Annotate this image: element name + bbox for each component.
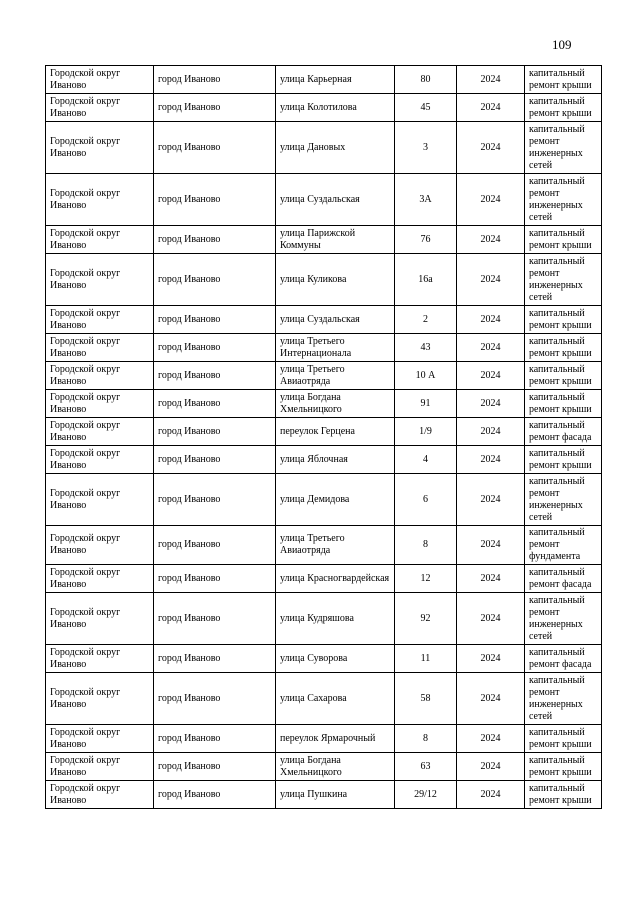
city-cell: город Иваново [154, 645, 276, 673]
city-cell: город Иваново [154, 725, 276, 753]
street-cell: улица Суворова [276, 645, 395, 673]
year-cell: 2024 [457, 418, 525, 446]
city-cell: город Иваново [154, 593, 276, 645]
year-cell: 2024 [457, 306, 525, 334]
okrug-cell: Городской округ Иваново [46, 753, 154, 781]
okrug-cell: Городской округ Иваново [46, 226, 154, 254]
city-cell: город Иваново [154, 753, 276, 781]
okrug-cell: Городской округ Иваново [46, 334, 154, 362]
house-number-cell: 6 [395, 474, 457, 526]
street-cell: улица Суздальская [276, 174, 395, 226]
year-cell: 2024 [457, 66, 525, 94]
table-row [46, 446, 602, 474]
city-cell: город Иваново [154, 66, 276, 94]
table-row [46, 66, 602, 94]
year-cell: 2024 [457, 174, 525, 226]
year-cell: 2024 [457, 753, 525, 781]
house-number-cell: 3А [395, 174, 457, 226]
work-type-cell: капитальный ремонт крыши [525, 753, 602, 781]
page-number: 109 [552, 37, 572, 52]
street-cell: улица Карьерная [276, 66, 395, 94]
table-row [46, 174, 602, 226]
year-cell: 2024 [457, 781, 525, 809]
work-type-cell: капитальный ремонт крыши [525, 66, 602, 94]
okrug-cell: Городской округ Иваново [46, 446, 154, 474]
work-type-cell: капитальный ремонт фасада [525, 418, 602, 446]
street-cell: улица Сахарова [276, 673, 395, 725]
city-cell: город Иваново [154, 418, 276, 446]
okrug-cell: Городской округ Иваново [46, 781, 154, 809]
street-cell: переулок Ярмарочный [276, 725, 395, 753]
year-cell: 2024 [457, 474, 525, 526]
okrug-cell: Городской округ Иваново [46, 593, 154, 645]
table-row [46, 673, 602, 725]
street-cell: улица Дановых [276, 122, 395, 174]
year-cell: 2024 [457, 725, 525, 753]
city-cell: город Иваново [154, 226, 276, 254]
city-cell: город Иваново [154, 565, 276, 593]
table-row [46, 645, 602, 673]
okrug-cell: Городской округ Иваново [46, 174, 154, 226]
house-number-cell: 92 [395, 593, 457, 645]
year-cell: 2024 [457, 565, 525, 593]
city-cell: город Иваново [154, 474, 276, 526]
year-cell: 2024 [457, 526, 525, 565]
house-number-cell: 29/12 [395, 781, 457, 809]
okrug-cell: Городской округ Иваново [46, 725, 154, 753]
year-cell: 2024 [457, 254, 525, 306]
work-type-cell: капитальный ремонт крыши [525, 446, 602, 474]
table-row [46, 226, 602, 254]
work-type-cell: капитальный ремонт инженерных сетей [525, 122, 602, 174]
house-number-cell: 2 [395, 306, 457, 334]
table-row [46, 781, 602, 809]
street-cell: улица Демидова [276, 474, 395, 526]
house-number-cell: 76 [395, 226, 457, 254]
house-number-cell: 80 [395, 66, 457, 94]
house-number-cell: 43 [395, 334, 457, 362]
records-table [45, 65, 602, 809]
house-number-cell: 11 [395, 645, 457, 673]
house-number-cell: 63 [395, 753, 457, 781]
street-cell: улица Третьего Авиаотряда [276, 362, 395, 390]
year-cell: 2024 [457, 362, 525, 390]
table-row [46, 474, 602, 526]
okrug-cell: Городской округ Иваново [46, 362, 154, 390]
street-cell: улица Парижской Коммуны [276, 226, 395, 254]
table-row [46, 753, 602, 781]
work-type-cell: капитальный ремонт крыши [525, 390, 602, 418]
street-cell: улица Третьего Авиаотряда [276, 526, 395, 565]
work-type-cell: капитальный ремонт инженерных сетей [525, 474, 602, 526]
city-cell: город Иваново [154, 122, 276, 174]
city-cell: город Иваново [154, 254, 276, 306]
street-cell: улица Куликова [276, 254, 395, 306]
work-type-cell: капитальный ремонт крыши [525, 362, 602, 390]
work-type-cell: капитальный ремонт инженерных сетей [525, 673, 602, 725]
table-row [46, 254, 602, 306]
work-type-cell: капитальный ремонт фасада [525, 565, 602, 593]
street-cell: улица Суздальская [276, 306, 395, 334]
okrug-cell: Городской округ Иваново [46, 122, 154, 174]
year-cell: 2024 [457, 390, 525, 418]
okrug-cell: Городской округ Иваново [46, 254, 154, 306]
work-type-cell: капитальный ремонт крыши [525, 226, 602, 254]
okrug-cell: Городской округ Иваново [46, 565, 154, 593]
table-row [46, 565, 602, 593]
work-type-cell: капитальный ремонт крыши [525, 781, 602, 809]
city-cell: город Иваново [154, 446, 276, 474]
table-row [46, 334, 602, 362]
table-row [46, 122, 602, 174]
city-cell: город Иваново [154, 334, 276, 362]
table-body [46, 66, 602, 809]
house-number-cell: 1/9 [395, 418, 457, 446]
year-cell: 2024 [457, 226, 525, 254]
street-cell: улица Богдана Хмельницкого [276, 390, 395, 418]
street-cell: улица Красногвардейская [276, 565, 395, 593]
city-cell: город Иваново [154, 174, 276, 226]
house-number-cell: 8 [395, 725, 457, 753]
house-number-cell: 10 А [395, 362, 457, 390]
okrug-cell: Городской округ Иваново [46, 474, 154, 526]
okrug-cell: Городской округ Иваново [46, 306, 154, 334]
city-cell: город Иваново [154, 526, 276, 565]
street-cell: улица Яблочная [276, 446, 395, 474]
street-cell: улица Колотилова [276, 94, 395, 122]
city-cell: город Иваново [154, 306, 276, 334]
house-number-cell: 12 [395, 565, 457, 593]
house-number-cell: 58 [395, 673, 457, 725]
house-number-cell: 45 [395, 94, 457, 122]
table-row [46, 526, 602, 565]
street-cell: улица Третьего Интернационала [276, 334, 395, 362]
year-cell: 2024 [457, 446, 525, 474]
year-cell: 2024 [457, 122, 525, 174]
city-cell: город Иваново [154, 94, 276, 122]
year-cell: 2024 [457, 593, 525, 645]
year-cell: 2024 [457, 673, 525, 725]
house-number-cell: 91 [395, 390, 457, 418]
work-type-cell: капитальный ремонт крыши [525, 94, 602, 122]
street-cell: переулок Герцена [276, 418, 395, 446]
year-cell: 2024 [457, 94, 525, 122]
city-cell: город Иваново [154, 781, 276, 809]
okrug-cell: Городской округ Иваново [46, 390, 154, 418]
work-type-cell: капитальный ремонт инженерных сетей [525, 254, 602, 306]
table-row [46, 362, 602, 390]
table-row [46, 306, 602, 334]
street-cell: улица Пушкина [276, 781, 395, 809]
city-cell: город Иваново [154, 673, 276, 725]
work-type-cell: капитальный ремонт инженерных сетей [525, 174, 602, 226]
work-type-cell: капитальный ремонт крыши [525, 725, 602, 753]
okrug-cell: Городской округ Иваново [46, 94, 154, 122]
table-row [46, 390, 602, 418]
work-type-cell: капитальный ремонт крыши [525, 306, 602, 334]
year-cell: 2024 [457, 645, 525, 673]
house-number-cell: 4 [395, 446, 457, 474]
house-number-cell: 3 [395, 122, 457, 174]
okrug-cell: Городской округ Иваново [46, 418, 154, 446]
street-cell: улица Кудряшова [276, 593, 395, 645]
house-number-cell: 8 [395, 526, 457, 565]
table-row [46, 94, 602, 122]
okrug-cell: Городской округ Иваново [46, 66, 154, 94]
year-cell: 2024 [457, 334, 525, 362]
house-number-cell: 16а [395, 254, 457, 306]
okrug-cell: Городской округ Иваново [46, 526, 154, 565]
city-cell: город Иваново [154, 390, 276, 418]
street-cell: улица Богдана Хмельницкого [276, 753, 395, 781]
city-cell: город Иваново [154, 362, 276, 390]
table-row [46, 418, 602, 446]
okrug-cell: Городской округ Иваново [46, 645, 154, 673]
okrug-cell: Городской округ Иваново [46, 673, 154, 725]
work-type-cell: капитальный ремонт крыши [525, 334, 602, 362]
work-type-cell: капитальный ремонт фасада [525, 645, 602, 673]
work-type-cell: капитальный ремонт инженерных сетей [525, 593, 602, 645]
table-row [46, 593, 602, 645]
table-row [46, 725, 602, 753]
work-type-cell: капитальный ремонт фундамента [525, 526, 602, 565]
